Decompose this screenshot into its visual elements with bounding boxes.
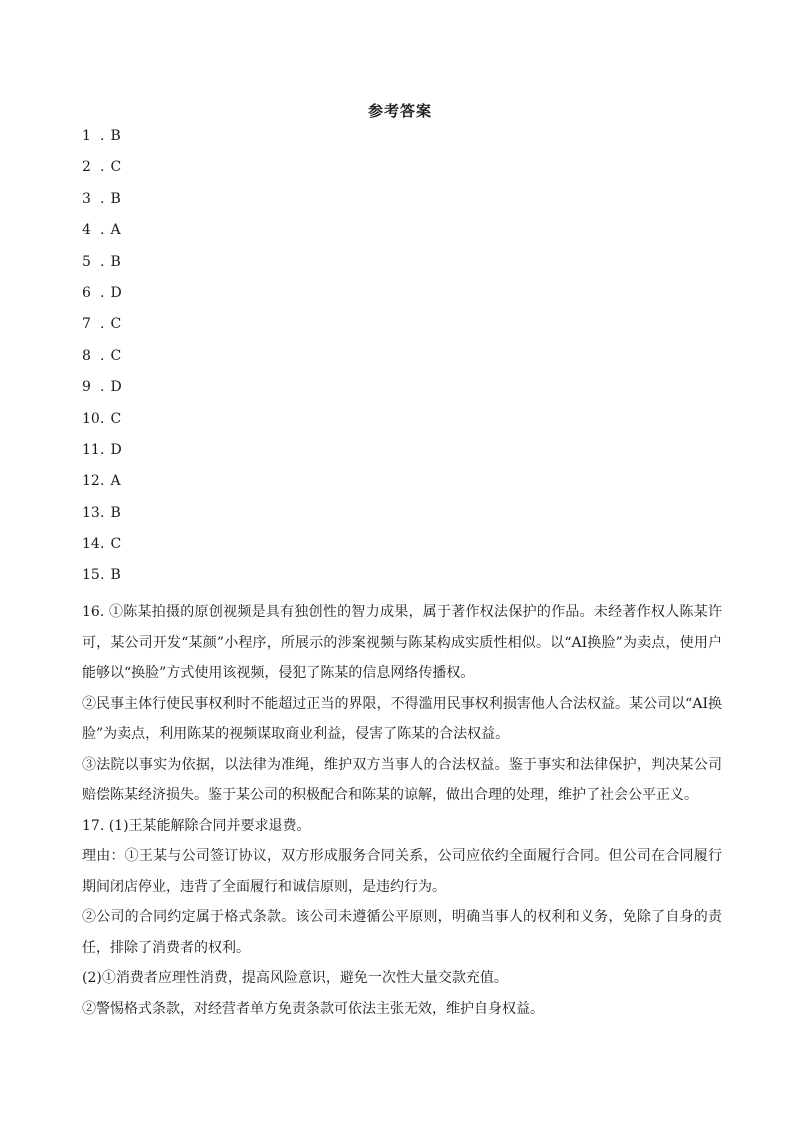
- answer-number: 12: [82, 473, 100, 490]
- answer-separator: .: [100, 159, 105, 176]
- answer-number: 10: [82, 410, 100, 427]
- answer-item: [82, 533, 122, 564]
- answer-number: 11: [82, 441, 100, 458]
- answer-letter: D: [110, 441, 122, 458]
- answer-letter: C: [110, 316, 122, 333]
- answer-item: [82, 408, 122, 439]
- answer-number: 13: [82, 504, 100, 521]
- answer-letter: C: [110, 410, 122, 427]
- answer-number: 2: [82, 159, 91, 176]
- answer-letter: B: [110, 504, 121, 521]
- answer-number: 8: [82, 347, 91, 364]
- answer-letter: A: [110, 222, 121, 239]
- answer-letter: C: [110, 347, 122, 364]
- answer-number: 4: [82, 222, 91, 239]
- q16-paragraph-2: ②民事主体行使民事权利时不能超过正当的界限，不得滥用民事权利损害他人合法权益。某公司以“AI换脸”为卖点，利用陈某的视频谋取商业利益，侵害了陈某的合法权益。: [82, 695, 722, 742]
- answer-separator: .: [100, 347, 105, 364]
- answer-letter: B: [110, 190, 121, 207]
- answer-item: [82, 156, 122, 187]
- answer-letter: C: [110, 536, 122, 553]
- answer-separator: .: [100, 379, 105, 396]
- q17-paragraph-3: ②公司的合同约定属于格式条款。该公司未遵循公平原则，明确当事人的权利和义务，免除了自身的责任，排除了消费者的权利。: [82, 909, 722, 956]
- answer-separator: .: [100, 473, 105, 490]
- q16-paragraph-3: ③法院以事实为依据，以法律为准绳，维护双方当事人的合法权益。鉴于事实和法律保护，判决某公司赔偿陈某经济损失。鉴于某公司的积极配合和陈某的谅解，做出合理的处理，维护了社会公平正义。: [82, 756, 722, 803]
- answer-letter: D: [110, 284, 122, 301]
- answer-letter: B: [110, 253, 121, 270]
- answer-separator: .: [100, 410, 105, 427]
- answer-number: 9: [82, 379, 91, 396]
- answer-item: [82, 502, 122, 533]
- answer-number: 14: [82, 536, 100, 553]
- answer-separator: .: [100, 567, 105, 584]
- page-title: 参考答案: [367, 102, 432, 120]
- answer-number: 6: [82, 284, 91, 301]
- answer-item: [82, 313, 122, 344]
- answer-separator: .: [100, 504, 105, 521]
- answer-item: [82, 376, 122, 407]
- answer-item: [82, 282, 122, 313]
- answer-item: [82, 125, 122, 156]
- essay-answers: [82, 597, 722, 1024]
- answer-list: [82, 125, 122, 596]
- answer-item: [82, 439, 122, 470]
- answer-item: [82, 345, 122, 376]
- q17-paragraph-2: 理由：①王某与公司签订协议，双方形成服务合同关系，公司应依约全面履行合同。但公司在合同履行期间闭店停业，违背了全面履行和诚信原则，是违约行为。: [82, 848, 722, 895]
- q17-paragraph-1: 17. (1)王某能解除合同并要求退费。: [82, 817, 311, 834]
- answer-letter: B: [110, 567, 121, 584]
- answer-separator: .: [100, 222, 105, 239]
- answer-letter: B: [110, 128, 121, 144]
- answer-separator: .: [100, 128, 105, 144]
- answer-item: [82, 188, 122, 219]
- answer-number: 1: [82, 128, 91, 144]
- answer-letter: A: [110, 473, 121, 490]
- answer-item: [82, 251, 122, 282]
- answer-separator: .: [100, 253, 105, 270]
- q17-paragraph-4: (2)①消费者应理性消费，提高风险意识，避免一次性大量交款充值。: [82, 970, 508, 986]
- answer-number: 5: [82, 253, 91, 270]
- answer-letter: C: [110, 159, 122, 176]
- q16-paragraph-1: 16. ①陈某拍摄的原创视频是具有独创性的智力成果，属于著作权法保护的作品。未经著作权人陈某许可，某公司开发“某颜”小程序，所展示的涉案视频与陈某构成实质性相似。以“AI换脸”为卖点，使用户能够以“换脸”方式使用该视频，侵犯了陈某的信息网络传播权。: [82, 604, 722, 681]
- answer-separator: .: [100, 316, 105, 333]
- answer-item: [82, 470, 122, 501]
- answer-item: [82, 219, 122, 250]
- answer-separator: .: [100, 536, 105, 553]
- answer-number: 7: [82, 316, 91, 333]
- answer-number: 3: [82, 190, 91, 207]
- answer-separator: .: [100, 190, 105, 207]
- answer-item: [82, 564, 122, 595]
- answer-letter: D: [110, 379, 122, 396]
- answer-number: 15: [82, 567, 100, 584]
- answer-separator: .: [100, 284, 105, 301]
- answer-separator: .: [100, 441, 105, 458]
- q17-paragraph-5: ②警惕格式条款，对经营者单方免责条款可依法主张无效，维护自身权益。: [82, 1000, 544, 1017]
